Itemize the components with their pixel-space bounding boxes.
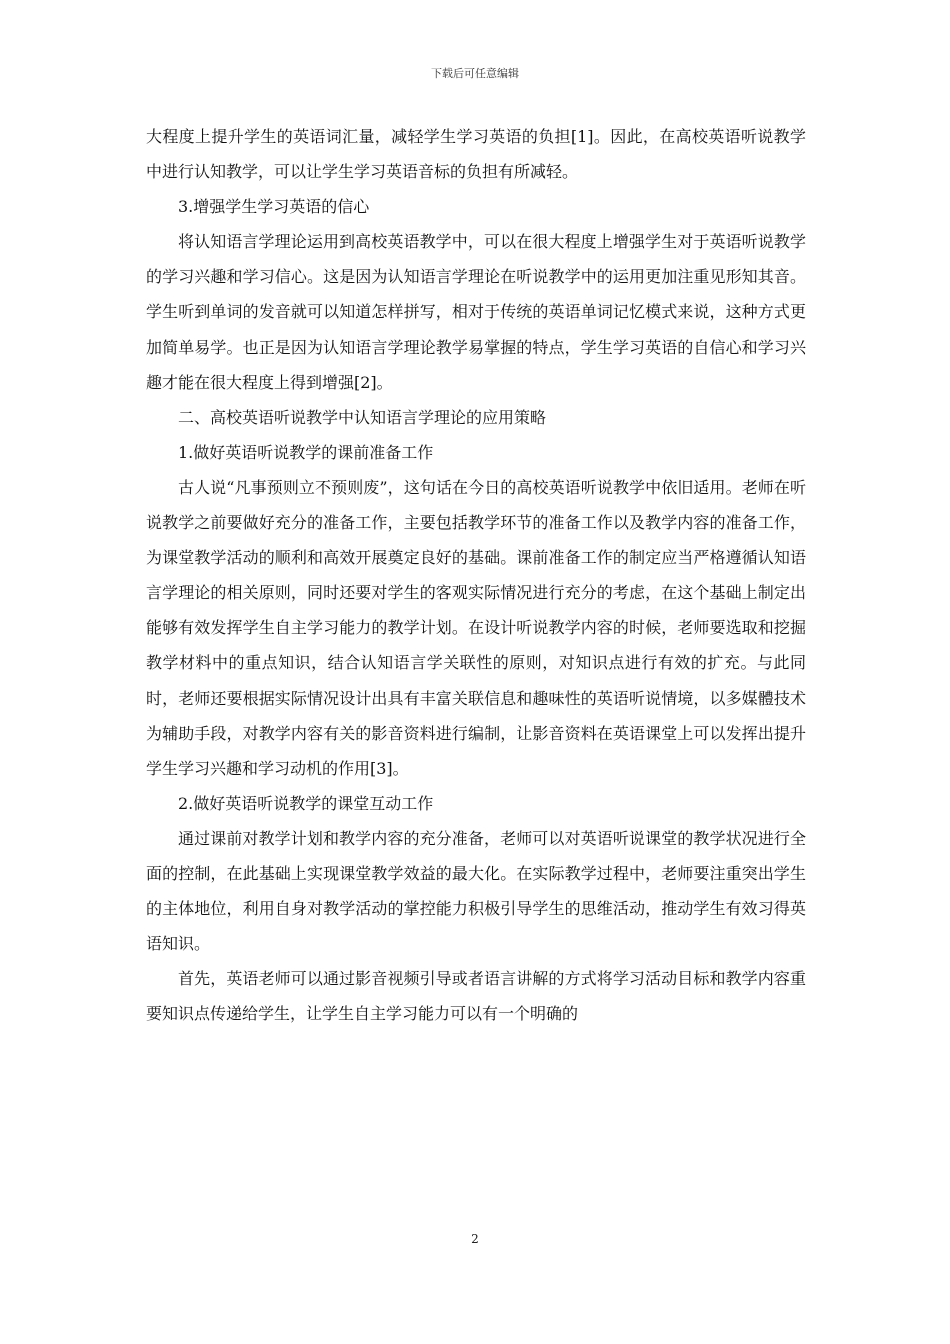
paragraph: 首先，英语老师可以通过影音视频引导或者语言讲解的方式将学习活动目标和教学内容重要知识点传递给学生，让学生自主学习能力可以有一个明确的 xyxy=(146,969,806,1024)
paragraph: 通过课前对教学计划和教学内容的充分准备，老师可以对英语听说课堂的教学状况进行全面的控制，在此基础上实现课堂教学效益的最大化。在实际教学过程中，老师要注重突出学生的主体地位，利用自身对教学活动的掌控能力积极引导学生的思维活动，推动学生有效习得英语知识。 xyxy=(146,828,806,954)
page-header: 下载后可任意编辑 xyxy=(431,67,519,80)
paragraph: 将认知语言学理论运用到高校英语教学中，可以在很大程度上增强学生对于英语听说教学的学习兴趣和学习信心。这是因为认知语言学理论在听说教学中的运用更加注重见形知其音。学生听到单词的发音就可以知道怎样拼写，相对于传统的英语单词记忆模式来说，这种方式更加简单易学。也正是因为认知语言学理论教学易掌握的特点，学生学习英语的自信心和学习兴趣才能在很大程度上得到增强[2]。 xyxy=(146,232,806,392)
page-number: 2 xyxy=(471,1232,479,1246)
document-body xyxy=(146,119,806,1031)
section-heading: 1.做好英语听说教学的课前准备工作 xyxy=(178,442,434,462)
section-heading: 3.增强学生学习英语的信心 xyxy=(178,197,370,217)
section-heading: 2.做好英语听说教学的课堂互动工作 xyxy=(178,793,434,813)
paragraph: 古人说“凡事预则立不预则废”，这句话在今日的高校英语听说教学中依旧适用。老师在听说教学之前要做好充分的准备工作，主要包括教学环节的准备工作以及教学内容的准备工作，为课堂教学活动的顺利和高效开展奠定良好的基础。课前准备工作的制定应当严格遵循认知语言学理论的相关原则，同时还要对学生的客观实际情况进行充分的考虑，在这个基础上制定出能够有效发挥学生自主学习能力的教学计划。在设计听说教学内容的时候，老师要选取和挖掘教学材料中的重点知识，结合认知语言学关联性的原则，对知识点进行有效的扩充。与此同时，老师还要根据实际情况设计出具有丰富关联信息和趣味性的英语听说情境，以多媒體技术为辅助手段，对教学内容有关的影音资料进行编制，让影音资料在英语课堂上可以发挥出提升学生学习兴趣和学习动机的作用[3]。 xyxy=(146,477,806,778)
paragraph: 大程度上提升学生的英语词汇量，减轻学生学习英语的负担[1]。因此，在高校英语听说教学中进行认知教学，可以让学生学习英语音标的负担有所减轻。 xyxy=(146,127,806,182)
section-heading: 二、高校英语听说教学中认知语言学理论的应用策略 xyxy=(178,407,547,427)
